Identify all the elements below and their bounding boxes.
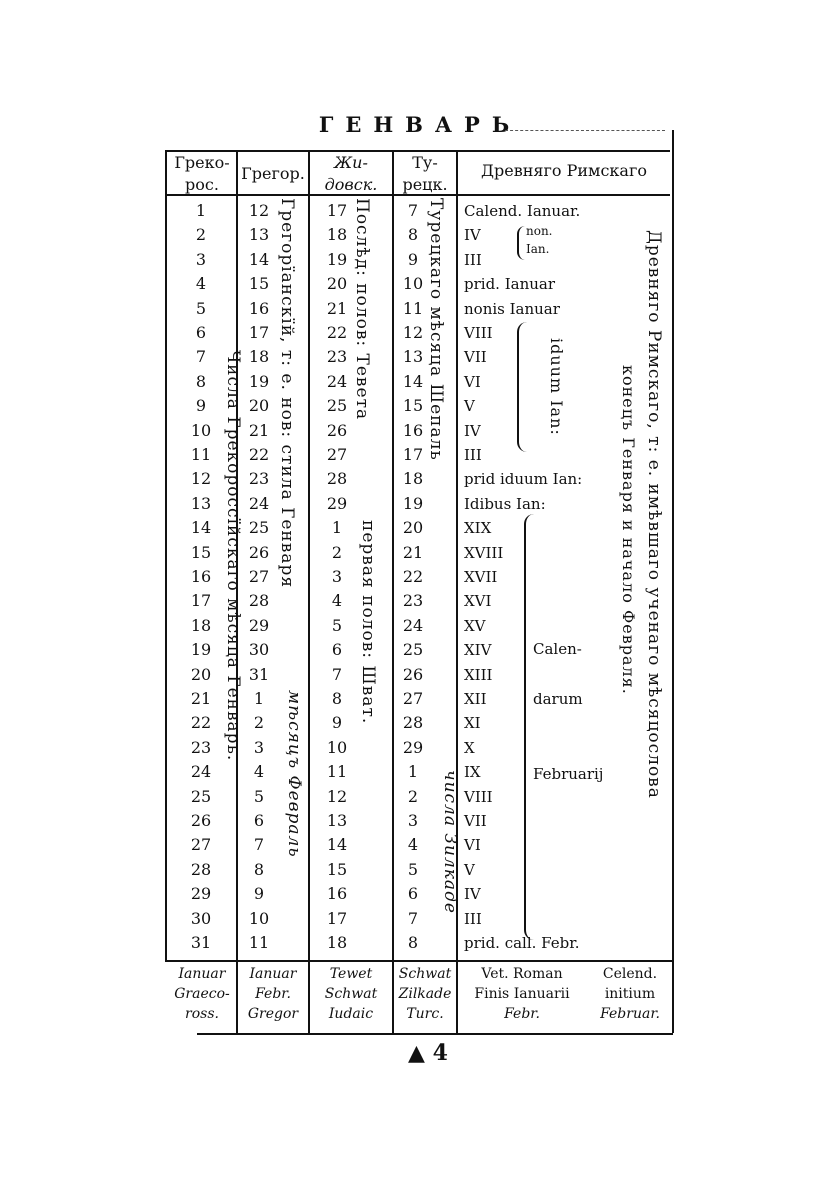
day-cell-gregor: 7 xyxy=(253,835,265,855)
footer-greco xyxy=(168,964,236,1024)
footer-gregor-1: Ianuar xyxy=(249,966,297,982)
header-greco-line2: рос. xyxy=(185,175,219,194)
table-bottom-rule xyxy=(197,1033,673,1035)
vertical-gregor-caption-a: Грегорїанскїй, т: е. нов: стила Генваря xyxy=(277,198,297,589)
day-cell-jewish: 4 xyxy=(331,591,343,611)
header-greco xyxy=(168,152,236,196)
day-cell-greco: 14 xyxy=(190,518,212,538)
footer-jewish-3: Iudaic xyxy=(328,1006,374,1022)
day-cell-roman: III xyxy=(464,250,482,269)
day-cell-roman: III xyxy=(464,446,482,464)
day-cell-turkish: 4 xyxy=(407,835,419,855)
day-cell-roman: XIX xyxy=(464,519,492,538)
day-cell-turkish: 27 xyxy=(402,689,424,708)
day-cell-greco: 28 xyxy=(190,859,212,879)
day-cell-gregor: 6 xyxy=(253,811,265,830)
day-cell-turkish: 11 xyxy=(402,298,424,318)
day-cell-jewish: 17 xyxy=(326,908,348,928)
day-cell-greco: 20 xyxy=(190,664,212,684)
header-jewish-line1: Жи- xyxy=(334,153,368,172)
day-cell-jewish: 9 xyxy=(331,713,343,733)
day-cell-jewish: 27 xyxy=(326,445,348,464)
day-cell-greco: 25 xyxy=(190,786,212,806)
day-cell-greco: 29 xyxy=(190,884,212,904)
day-cell-jewish: 17 xyxy=(326,201,348,220)
brace-nonas-label-1: non. xyxy=(526,224,553,238)
day-cell-greco: 22 xyxy=(190,713,212,733)
day-cell-gregor: 19 xyxy=(248,371,270,391)
day-cell-turkish: 26 xyxy=(402,664,424,684)
day-cell-turkish: 21 xyxy=(402,542,424,562)
day-cell-roman: VIII xyxy=(464,324,493,342)
day-cell-gregor: 9 xyxy=(253,884,265,904)
day-cell-jewish: 10 xyxy=(326,737,348,757)
day-cell-turkish: 14 xyxy=(402,371,424,391)
day-cell-turkish: 9 xyxy=(407,249,419,269)
day-cell-turkish: 3 xyxy=(407,811,419,830)
brace-darum-label: darum xyxy=(533,690,583,708)
footer-greco-3: ross. xyxy=(185,1006,219,1022)
day-cell-roman: XVIII xyxy=(464,543,504,562)
day-cell-greco: 8 xyxy=(195,371,207,391)
footer-turkish xyxy=(394,964,456,1024)
day-cell-greco: 27 xyxy=(190,835,212,855)
day-cell-jewish: 18 xyxy=(326,933,348,952)
title-rule xyxy=(505,130,665,131)
day-cell-jewish: 19 xyxy=(326,249,348,269)
day-cell-roman: Calend. Ianuar. xyxy=(464,202,581,220)
day-cell-gregor: 30 xyxy=(248,640,270,660)
brace-iduum-text-2: Ian: xyxy=(547,400,566,436)
header-gregor: Грегор. xyxy=(241,164,305,183)
day-cell-greco: 17 xyxy=(190,591,212,611)
day-cell-gregor: 1 xyxy=(253,689,265,708)
page-title: ГЕНВАРЬ xyxy=(318,112,522,137)
day-cell-turkish: 7 xyxy=(407,908,419,928)
day-cell-roman: prid. Ianuar xyxy=(464,275,556,294)
brace-nonas xyxy=(517,226,525,260)
day-cell-jewish: 3 xyxy=(331,567,343,586)
footer-turkish-3: Turc. xyxy=(406,1006,444,1022)
day-cell-jewish: 8 xyxy=(331,689,343,708)
header-turkish-line2: рецк. xyxy=(402,175,448,194)
day-cell-greco: 30 xyxy=(190,908,212,928)
table-left-rule xyxy=(165,150,167,960)
day-cell-jewish: 6 xyxy=(331,640,343,660)
day-cell-roman: IV xyxy=(464,421,481,440)
vertical-jewish-caption-a: Послѣд: полов: Тевета xyxy=(352,198,372,421)
day-cell-jewish: 13 xyxy=(326,811,348,830)
brace-iduum xyxy=(517,322,527,452)
day-cell-roman: VI xyxy=(464,372,481,391)
brace-calendarum xyxy=(524,514,534,940)
day-cell-jewish: 2 xyxy=(331,542,343,562)
footer-jewish xyxy=(310,964,392,1024)
header-turkish xyxy=(394,152,456,196)
brace-calen-label: Calen- xyxy=(533,640,582,658)
day-cell-greco: 11 xyxy=(190,445,212,464)
col-divider-2 xyxy=(308,150,310,1033)
day-cell-roman: V xyxy=(464,860,475,879)
day-cell-gregor: 26 xyxy=(248,542,270,562)
footer-roman-2: Finis Ianuarii xyxy=(474,986,570,1002)
day-cell-roman: III xyxy=(464,909,482,928)
day-cell-roman: V xyxy=(464,397,475,416)
day-cell-greco: 2 xyxy=(195,225,207,245)
day-cell-jewish: 29 xyxy=(326,493,348,513)
footer-jewish-2: Schwat xyxy=(324,986,378,1002)
day-cell-greco: 4 xyxy=(195,274,207,294)
day-cell-roman: IV xyxy=(464,885,481,904)
day-cell-jewish: 23 xyxy=(326,347,348,367)
footer-roman-c xyxy=(590,964,670,1024)
day-cell-turkish: 13 xyxy=(402,347,424,367)
day-cell-turkish: 10 xyxy=(402,274,424,294)
day-cell-greco: 6 xyxy=(195,323,207,342)
footer-top-rule xyxy=(165,960,673,962)
header-greco-line1: Греко- xyxy=(174,153,230,172)
day-cell-gregor: 27 xyxy=(248,567,270,586)
day-cell-turkish: 12 xyxy=(402,323,424,342)
footer-turkish-2: Zilkade xyxy=(398,986,452,1002)
day-cell-jewish: 16 xyxy=(326,884,348,904)
day-cell-turkish: 7 xyxy=(407,201,419,220)
day-cell-turkish: 23 xyxy=(402,591,424,611)
day-cell-roman: prid iduum Ian: xyxy=(464,470,583,489)
day-cell-turkish: 25 xyxy=(402,640,424,660)
day-cell-roman: XVII xyxy=(464,568,498,586)
day-cell-jewish: 21 xyxy=(326,298,348,318)
header-roman: Древняго Римскаго xyxy=(481,161,647,180)
day-cell-jewish: 14 xyxy=(326,835,348,855)
vertical-jewish-caption-b: первая полов: Шват. xyxy=(358,520,378,725)
day-cell-jewish: 11 xyxy=(326,762,348,782)
day-cell-roman: XIII xyxy=(464,665,493,684)
day-cell-gregor: 12 xyxy=(248,201,270,220)
day-cell-gregor: 4 xyxy=(253,762,265,782)
day-cell-gregor: 23 xyxy=(248,469,270,489)
footer-greco-2: Graeco- xyxy=(174,986,230,1002)
day-cell-gregor: 14 xyxy=(248,249,270,269)
day-cell-turkish: 2 xyxy=(407,786,419,806)
day-cell-turkish: 8 xyxy=(407,933,419,952)
day-cell-turkish: 16 xyxy=(402,420,424,440)
day-cell-gregor: 29 xyxy=(248,615,270,635)
day-cell-roman: X xyxy=(464,738,475,757)
day-cell-gregor: 18 xyxy=(248,347,270,367)
day-cell-turkish: 1 xyxy=(407,762,419,782)
vertical-roman-caption-b: конецъ Генваря и начало Февраля. xyxy=(619,365,638,695)
footer-roman-c-1: Celend. xyxy=(602,966,658,982)
day-cell-turkish: 29 xyxy=(402,737,424,757)
day-cell-turkish: 15 xyxy=(402,396,424,416)
day-cell-turkish: 17 xyxy=(402,445,424,464)
footer-roman-3: Febr. xyxy=(504,1006,540,1022)
day-cell-greco: 21 xyxy=(190,689,212,708)
footer-roman-c-2: initium xyxy=(604,986,656,1002)
vertical-roman-caption-a: Древняго Римскаго, т: е. имѣвшаго ученаго мѣсяцослова xyxy=(644,230,664,799)
day-cell-roman: prid. call. Febr. xyxy=(464,934,580,952)
day-cell-jewish: 24 xyxy=(326,371,348,391)
day-cell-greco: 7 xyxy=(195,347,207,367)
day-cell-gregor: 16 xyxy=(248,298,270,318)
day-cell-greco: 13 xyxy=(190,493,212,513)
day-cell-roman: VII xyxy=(464,348,487,367)
day-cell-roman: XII xyxy=(464,690,487,708)
day-cell-roman: IV xyxy=(464,226,481,245)
day-cell-jewish: 12 xyxy=(326,786,348,806)
day-cell-gregor: 3 xyxy=(253,737,265,757)
day-cell-greco: 10 xyxy=(190,420,212,440)
footer-roman xyxy=(458,964,586,1024)
day-cell-jewish: 1 xyxy=(331,518,343,538)
day-cell-gregor: 31 xyxy=(248,664,270,684)
day-cell-roman: XIV xyxy=(464,641,492,660)
day-cell-jewish: 5 xyxy=(331,615,343,635)
day-cell-roman: nonis Ianuar xyxy=(464,299,560,318)
vertical-turkish-caption-a: Турецкаго мѣсяца Шепаль xyxy=(426,198,446,461)
day-cell-gregor: 15 xyxy=(248,274,270,294)
day-cell-gregor: 8 xyxy=(253,859,265,879)
day-cell-jewish: 25 xyxy=(326,396,348,416)
day-cell-greco: 31 xyxy=(190,933,212,952)
day-cell-turkish: 19 xyxy=(402,493,424,513)
footer-gregor-3: Gregor xyxy=(247,1006,299,1022)
day-cell-gregor: 5 xyxy=(253,786,265,806)
brace-nonas-label-2: Ian. xyxy=(526,242,550,256)
day-cell-greco: 1 xyxy=(195,201,207,220)
day-cell-roman: VII xyxy=(464,812,487,830)
day-cell-roman: VIII xyxy=(464,787,493,806)
day-cell-gregor: 2 xyxy=(253,713,265,733)
day-cell-gregor: 13 xyxy=(248,225,270,245)
footer-jewish-1: Tewet xyxy=(329,966,373,982)
day-cell-turkish: 20 xyxy=(402,518,424,538)
day-cell-gregor: 20 xyxy=(248,396,270,416)
day-cell-jewish: 15 xyxy=(326,859,348,879)
footer-roman-1: Vet. Roman xyxy=(481,966,563,982)
day-cell-turkish: 18 xyxy=(402,469,424,489)
day-cell-gregor: 22 xyxy=(248,445,270,464)
day-cell-turkish: 6 xyxy=(407,884,419,904)
day-cell-jewish: 18 xyxy=(326,225,348,245)
footer-turkish-1: Schwat xyxy=(398,966,452,982)
day-cell-gregor: 28 xyxy=(248,591,270,611)
brace-februarii-label: Februarij xyxy=(533,765,604,783)
col-divider-3 xyxy=(392,150,394,1033)
day-cell-greco: 3 xyxy=(195,249,207,269)
vertical-gregor-caption-b: мѣсяцъ Февраль xyxy=(284,690,304,858)
day-cell-roman: VI xyxy=(464,836,481,855)
day-cell-turkish: 8 xyxy=(407,225,419,245)
footer-greco-1: Ianuar xyxy=(178,966,226,982)
day-cell-roman: IX xyxy=(464,763,481,782)
day-cell-jewish: 28 xyxy=(326,469,348,489)
day-cell-greco: 12 xyxy=(190,469,212,489)
footer-gregor xyxy=(238,964,308,1024)
footer-roman-c-3: Februar. xyxy=(600,1006,660,1022)
header-jewish-line2: довск. xyxy=(324,175,378,194)
brace-iduum-text-1: iduum xyxy=(547,338,566,395)
day-cell-gregor: 21 xyxy=(248,420,270,440)
day-cell-greco: 9 xyxy=(195,396,207,416)
header-jewish xyxy=(310,152,392,196)
day-cell-jewish: 7 xyxy=(331,664,343,684)
day-cell-turkish: 28 xyxy=(402,713,424,733)
day-cell-turkish: 22 xyxy=(402,567,424,586)
day-cell-greco: 23 xyxy=(190,737,212,757)
day-cell-jewish: 20 xyxy=(326,274,348,294)
day-cell-roman: Idibus Ian: xyxy=(464,494,546,513)
day-cell-gregor: 10 xyxy=(248,908,270,928)
day-cell-gregor: 24 xyxy=(248,493,270,513)
vertical-turkish-caption-b: числа Зилкаде xyxy=(440,770,460,914)
day-cell-turkish: 5 xyxy=(407,859,419,879)
day-cell-gregor: 25 xyxy=(248,518,270,538)
day-cell-greco: 15 xyxy=(190,542,212,562)
day-cell-greco: 26 xyxy=(190,811,212,830)
table-right-rule xyxy=(672,130,674,1033)
day-cell-roman: XI xyxy=(464,714,481,733)
day-cell-jewish: 26 xyxy=(326,420,348,440)
day-cell-roman: XV xyxy=(464,616,486,635)
day-cell-jewish: 22 xyxy=(326,323,348,342)
day-cell-greco: 24 xyxy=(190,762,212,782)
page-mark: ▲ 4 xyxy=(408,1040,448,1066)
day-cell-gregor: 17 xyxy=(248,323,270,342)
day-cell-greco: 18 xyxy=(190,615,212,635)
header-turkish-line1: Ту- xyxy=(412,153,438,172)
day-cell-greco: 16 xyxy=(190,567,212,586)
day-cell-greco: 5 xyxy=(195,298,207,318)
footer-gregor-2: Febr. xyxy=(255,986,291,1002)
day-cell-greco: 19 xyxy=(190,640,212,660)
vertical-greco-caption: Числа Грекороссїйскаго мѣсяца Генварь. xyxy=(223,350,243,762)
day-cell-gregor: 11 xyxy=(248,933,270,952)
day-cell-turkish: 24 xyxy=(402,615,424,635)
day-cell-roman: XVI xyxy=(464,592,492,611)
brace-iduum-label xyxy=(547,338,566,436)
